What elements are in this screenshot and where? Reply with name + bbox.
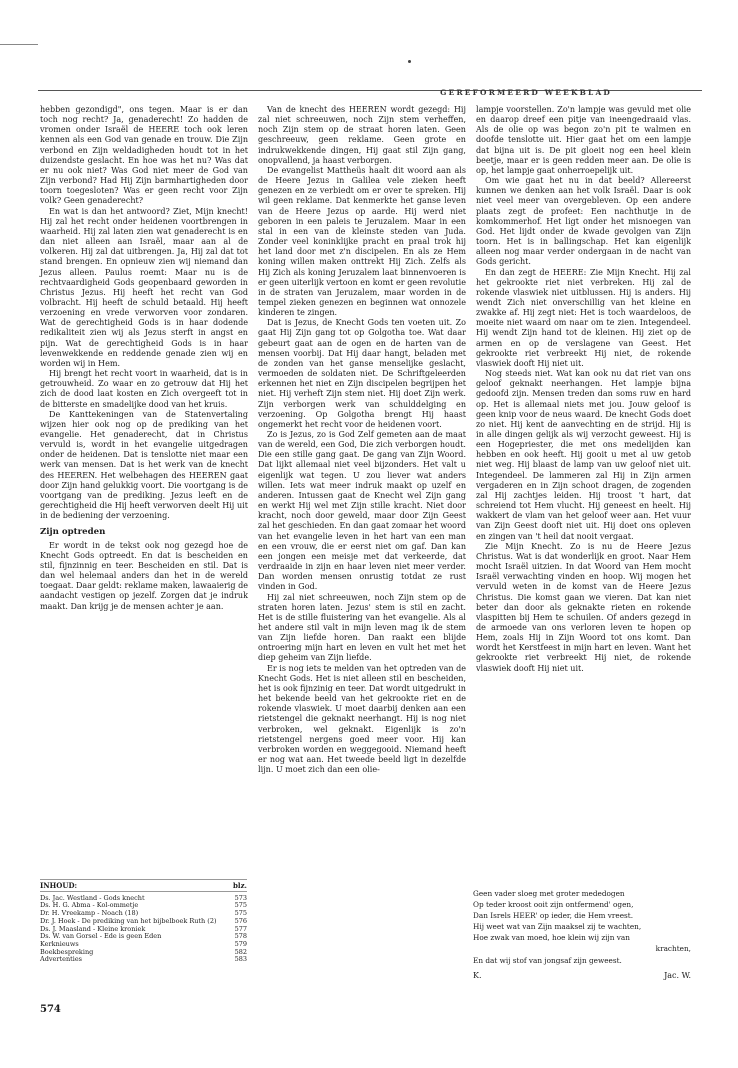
poem-line: Geen vader sloeg met groter mededogen [473, 889, 625, 898]
toc-heading: INHOUD: [40, 881, 78, 890]
toc-entry-title: Ds. W. van Gorsel - Ede is geen Eden [40, 932, 162, 941]
column-3 [476, 105, 691, 674]
paragraph: Van de knecht des HEEREN wordt gezegd: Hij zal niet schreeuwen, noch Zijn stem verheffen, noch Zijn stem op de straat horen laten. Geen geschreeuw, geen reklame. Geen grote en indrukwekkende dingen, Hij gaat stil Zijn gang, onopvallend, ja haast verborgen. [258, 105, 466, 165]
signature-row [473, 970, 691, 981]
toc-entry-page: 577 [234, 924, 247, 933]
toc-entry-title: Dr. H. Vreekamp - Noach (18) [40, 909, 139, 918]
toc-entry-title: Kerknieuws [40, 939, 79, 948]
paragraph: De evangelist Mattheüs haalt dit woord aan als de Heere Jezus in Galilea vele zieken heeft genezen en ze verbiedt om er over te spreken. Hij wil geen reklame. Dat kenmerkte het ganse leven van de Heere Jezus op aarde. Hij werd niet geboren in een paleis te Jeruzalem. Maar in een stal in een van de kleinste steden van Juda. Zonder veel koninklijke pracht en praal trok hij het land door met z'n discipelen. En als ze Hem koning willen maken onttrekt Hij Zich. Zelfs als Hij Zich als koning Jeruzalem laat binnenvoeren is er geen uiterlijk vertoon en komt er geen revolutie in de straten van Jeruzalem, maar worden in de tempel zieken genezen en beginnen wat onnozele kinderen te zingen. [258, 165, 466, 318]
toc-entry-title: Ds. Jac. Westland - Gods knecht [40, 893, 145, 902]
scan-edge-line [0, 44, 38, 45]
toc-entry-page: 575 [234, 909, 247, 918]
paragraph: hebben gezondigd", ons tegen. Maar is er dan toch nog recht? Ja, genaderecht! Zo hadden de vromen onder Israël de HEERE toch ook leren kennen als een God van genade en trouw. Die Zijn verbond en Zijn weldadigheden houdt tot in het duizendste geslacht. En hoe was het nu? Was dat er nu ook niet? Was God niet meer de God van Zijn verbond? Had Hij Zijn barmhartigheden door toorn toegesloten? Was er geen recht voor Zijn volk? Geen genaderecht? [40, 105, 248, 206]
paragraph: Er is nog iets te melden van het optreden van de Knecht Gods. Het is niet alleen stil en bescheiden, het is ook fijnzinig en teer. Dat wordt uitgedrukt in het bekende beeld van het gekrookte riet en de rokende vlaswiek. U moet daarbij denken aan een rietstengel die geknakt neerhangt. Hij is nog niet verbroken, wel geknakt. Eigenlijk is zo'n rietstengel nergens goed meer voor. Hij kan verbroken worden en weggegooid. Niemand heeft er nog wat aan. Het tweede beeld ligt in dezelfde lijn. U moet zich dan een olie- [258, 663, 467, 775]
section-heading: Zijn optreden [40, 527, 106, 538]
paragraph: Om wie gaat het nu in dat beeld? Allereerst kunnen we denken aan het volk Israël. Daar is ook niet veel meer van overgebleven. Op een andere plaats zegt de profeet: Een nachthutje in de komkommerhof. Het ligt onder het misnoegen van God. Het lijdt onder de kwade gevolgen van Zijn toorn. Het is in ballingschap. Het kan eigenlijk alleen nog maar verder ondergaan in de nacht van Gods gericht. [476, 176, 691, 267]
column-1 [40, 105, 248, 612]
paragraph: Hij zal niet schreeuwen, noch Zijn stem op de straten horen laten. Jezus' stem is stil en zacht. Het is de stille fluistering van het evangelie. Als al het andere stil valt in mijn leven mag ik de stem van Zijn liefde horen. Dan raakt een blijde ontroering mijn hart en leven en vult het met het diep geheim van Zijn liefde. [258, 592, 466, 663]
paragraph: Zo is Jezus, zo is God Zelf gemeten aan de maat van de wereld, een God, Die zich verborgen houdt. Die een stille gang gaat. De gang van Zijn Woord. Dat lijkt allemaal niet veel bijzonders. Het valt u eigenlijk wat tegen. U zou liever wat anders willen. Iets wat meer indruk maakt op uzelf en anderen. Intussen gaat de Knecht wel Zijn gang en werkt Hij wel met Zijn stille kracht. Niet door kracht, noch door geweld, maar door Zijn Geest zal het geschieden. En dan gaat zomaar het woord van het evangelie leven in het hart van een man en een vrouw, die er eerst niet om gaf. Dan kan een jongen een meisje met dat verkeerde, dat verdraaide in zijn en haar leven niet meer verder. Dan worden mensen onrustig totdat ze rust vinden in God. [258, 430, 466, 592]
toc-entry-title: Dr. J. Hoek - De prediking van het bijbelboek Ruth (2) [40, 916, 217, 925]
running-header [38, 90, 702, 101]
toc-entry-page: 579 [234, 939, 247, 948]
poem-line: En dat wij stof van jongsaf zijn geweest. [473, 955, 622, 965]
column-2 [258, 105, 466, 775]
toc-entry-page: 575 [234, 901, 247, 910]
page-number: 574 [40, 1004, 61, 1015]
toc-entry-title: Ds. H. G. Abma - Kol-ommetje [40, 901, 139, 910]
poem-line: Hij weet wat van Zijn maaksel zij te wachten, [473, 922, 642, 932]
toc-entry-page: 573 [234, 893, 247, 902]
toc-entry [40, 956, 247, 964]
toc-entry-title: Ds. J. Maasland - Kleine kroniek [40, 924, 146, 933]
signature-initial: K. [473, 970, 482, 980]
paragraph: Dat is Jezus, de Knecht Gods ten voeten uit. Zo gaat Hij Zijn gang tot op Golgotha toe. Wat daar gebeurt gaat aan de ogen en de harten van de mensen voorbij. Dat Hij daar hangt, beladen met de zonden van het ganse menselijke geslacht, vermoeden de soldaten niet. De Schriftgeleerden erkennen het niet en Zijn discipelen begrijpen het niet. Hij verheft Zijn stem niet. Hij doet Zijn werk. Zijn verborgen werk van schulddelging en verzoening. Op Golgotha brengt Hij haast ongemerkt het recht voor de heidenen voort. [258, 318, 466, 429]
toc-entry-page: 576 [234, 916, 247, 925]
toc-entry-title: Advertenties [40, 955, 82, 964]
paragraph: De Kanttekeningen van de Statenvertaling wijzen hier ook nog op de prediking van het evangelie. Het genaderecht, dat in Christus vervuld is, wordt in het evangelie uitgedragen onder de heidenen. Dat is tenslotte niet maar een werk van mensen. Dat is het werk van de knecht des HEEREN. Het welbehagen des HEEREN gaat door Zijn hand gelukkig voort. Die voortgang is de voortgang van de prediking. Jezus leeft en de gerechtigheid die Hij heeft verworven deelt Hij uit in de bediening der verzoening. [40, 409, 248, 521]
poem-line: Dan Isrels HEER' op ieder, die Hem vreest. [473, 911, 634, 921]
paragraph: En wat is dan het antwoord? Ziet, Mijn knecht! Hij zal het recht onder heidenen voortbrengen in waarheid. Hij zal laten zien wat genaderecht is en dan niet alleen aan Israël, maar aan al de volkeren. Hij zal dat uitbrengen. Ja, Hij zal dat tot stand brengen. En opnieuw zien wij niemand dan Jezus alleen. Paulus roemt: Maar nu is de rechtvaardigheid Gods geopenbaard geworden in Christus Jezus. Hij heeft het recht van God volbracht. Hij heeft de schuld betaald. Hij heeft verzoening en vrede verworven voor zondaren. Wat de gerechtigheid Gods is in haar dodende redikaliteit zien wij als Jezus sterft in angst en pijn. Wat de gerechtigheid Gods is in haar levenwekkende en reddende genade zien wij en worden wij in Hem. [40, 206, 248, 368]
paragraph: Er wordt in de tekst ook nog gezegd hoe de Knecht Gods optreedt. En dat is bescheiden en stil, fijnzinnig en teer. Bescheiden en stil. Dat is dan wel helemaal anders dan het in de wereld toegaat. Daar geldt: reklame maken, lawaaierig de aandacht vestigen op jezelf. Zorgen dat je indruk maakt. Dan krijg je de mensen achter je aan. [40, 540, 248, 611]
toc-page-column: blz. [233, 881, 247, 890]
paragraph: Hij brengt het recht voort in waarheid, dat is in getrouwheid. Zo waar en zo getrouw dat Hij het zich de dood laat kosten en Zich overgeeft tot in de bitterste en smadelijke dood van het kruis. [40, 369, 248, 409]
scan-speck [408, 60, 411, 63]
paragraph: Zie Mijn Knecht. Zo is nu de Heere Jezus Christus. Wat is dat wonderlijk en groot. Naar Hem mocht Israël uitzien. In dat Woord van Hem mocht Israël verwachting vinden en hoop. Wij mogen het vervuld weten in de komst van de Heere Jezus Christus. Die komst gaan we vieren. Dat kan niet beter dan door als geknakte rieten en rokende vlaspitten bij Hem te schuilen. Of anders gezegd in de armoede van ons verloren leven te hopen op Hem, zoals Hij in Zijn Woord tot ons komt. Dan wordt het Kerstfeest in mijn hart en leven. Want het gekrookte riet verbreekt Hij niet, de rokende vlaswiek dooft Hij niet uit. [476, 541, 691, 673]
table-of-contents [40, 879, 247, 964]
magazine-title: GEREFORMEERD WEEKBLAD [440, 88, 612, 97]
poem-line: Hoe zwak van moed, hoe klein wij zijn van [473, 933, 630, 943]
closing-poem [473, 888, 691, 981]
toc-entry-title: Boekbespreking [40, 947, 94, 956]
poem-line: krachten, [655, 944, 691, 954]
paragraph: En dan zegt de HEERE: Zie Mijn Knecht. Hij zal het gekrookte riet niet verbreken. Hij zal de rokende vlaswiek niet uitblussen. Hij is anders. Hij wendt Zich niet onverschillig van het kleine en zwakke af. Hij zegt niet: Het is toch waardeloos, de moeite niet waard om naar om te zien. Integendeel. Hij wendt Zijn hand tot de kleinen. Hij ziet op de armen en op de verslagene van Geest. Het gekrookte riet verbreekt Hij niet, de rokende vlaswiek dooft Hij niet uit. [476, 267, 691, 368]
toc-header [40, 879, 247, 892]
author-signature: Jac. W. [664, 970, 691, 980]
poem-line: Op teder kroost ooit zijn ontfermend' ogen, [473, 900, 634, 910]
paragraph: lampje voorstellen. Zo'n lampje was gevuld met olie en daarop dreef een pitje van ineengedraaid vlas. Als de olie op was begon zo'n pit te walmen en doofde tenslotte uit. Hier gaat het om een lampje dat bijna uit is. De pit gloeit nog een heel klein beetje, maar er is geen redden meer aan. De olie is op, het lampje gaat onherroepelijk uit. [476, 105, 691, 175]
paragraph: Nog steeds niet. Wat kan ook nu dat riet van ons geloof geknakt neerhangen. Het lampje bijna gedoofd zijn. Mensen treden dan soms ruw en hard op. Het is allemaal niets met jou. Jouw geloof is geen knip voor de neus waard. De knecht Gods doet zo niet. Hij kent de aanvechting en de strijd. Hij is in alle dingen gelijk als wij verzocht geweest. Hij is een Hogepriester, die met ons medelijden kan hebben en ook heeft. Hij gooit u met al uw getob niet weg. Hij blaast de lamp van uw geloof niet uit. Integendeel. De lammeren zal Hij in Zijn armen vergaderen en in Zijn schoot dragen, de zogenden zal Hij zachtjes leiden. Hij troost 't hart, dat schreiend tot Hem vlucht. Hij geneest en heelt. Hij wakkert de vlam van het geloof weer aan. Het vuur van Zijn Geest dooft niet uit. Hij doet ons opleven en zingen van 't heil dat nooit vergaat. [476, 369, 691, 541]
toc-entry-page: 583 [234, 955, 247, 964]
toc-entry-page: 578 [234, 932, 247, 941]
toc-entry-page: 582 [234, 947, 247, 956]
